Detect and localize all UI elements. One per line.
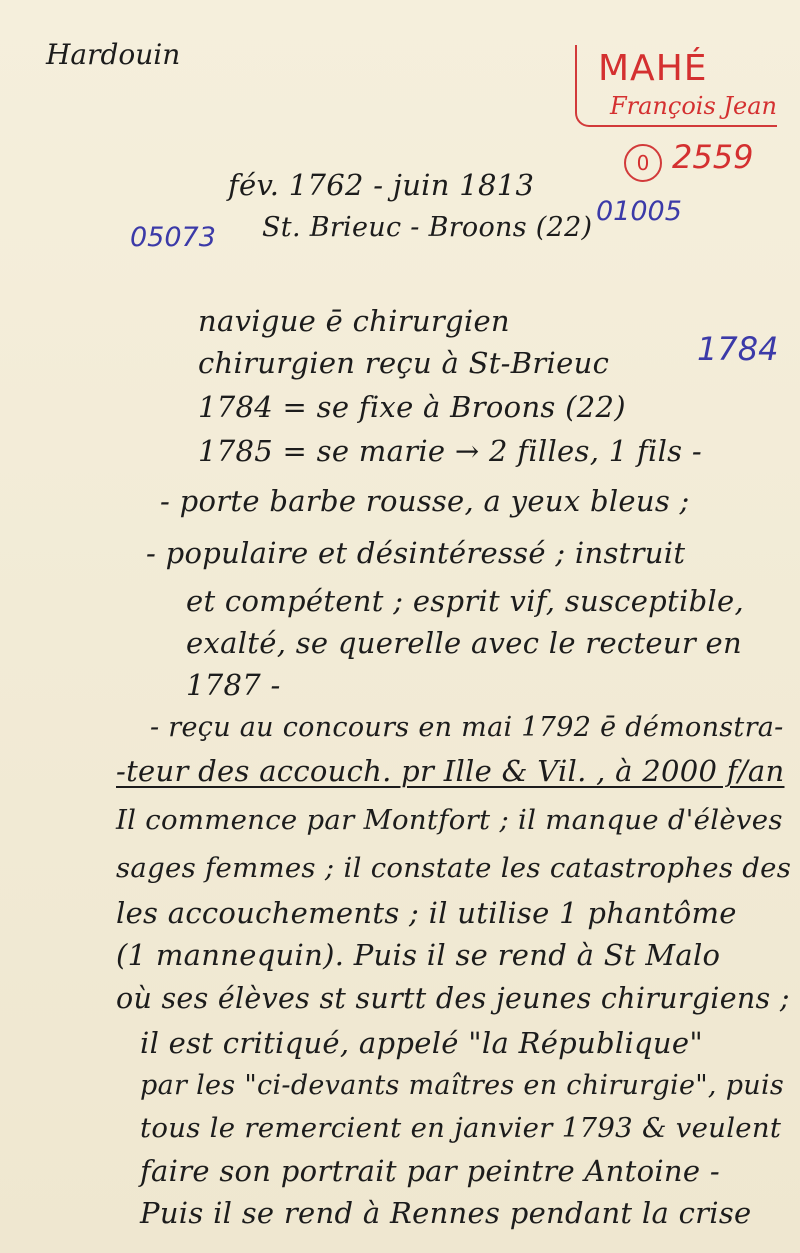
text-line: il est critiqué, appelé "la République" <box>140 1026 703 1060</box>
code-left: 05073 <box>130 222 216 253</box>
text-line: -teur des accouch. pr Ille & Vil. , à 2000 f/an <box>116 754 785 788</box>
text-line: sages femmes ; il constate les catastrophes des <box>116 852 792 884</box>
header-dates: fév. 1762 - juin 1813 <box>228 168 535 202</box>
text-line: 1785 = se marie → 2 filles, 1 fils - <box>198 434 702 468</box>
text-line: par les "ci-devants maîtres en chirurgie", puis <box>140 1070 785 1101</box>
text-line: 1787 - <box>186 668 281 702</box>
text-line: faire son portrait par peintre Antoine - <box>140 1154 720 1188</box>
author-name: Hardouin <box>46 38 181 71</box>
year-annotation: 1784 <box>697 330 779 368</box>
text-line: navigue ē chirurgien <box>198 304 510 338</box>
text-line: - reçu au concours en mai 1792 ē démonstra- <box>150 712 784 743</box>
text-line: (1 mannequin). Puis il se rend à St Malo <box>116 938 721 972</box>
header-places: St. Brieuc - Broons (22) <box>262 212 593 243</box>
text-line: où ses élèves st surtt des jeunes chirurgiens ; <box>116 982 790 1015</box>
stamp-given-names: François Jean <box>610 92 777 120</box>
text-line: - porte barbe rousse, a yeux bleus ; <box>160 484 690 518</box>
record-number: 2559 <box>672 138 754 176</box>
text-line: les accouchements ; il utilise 1 phantôme <box>116 896 737 930</box>
text-line: chirurgien reçu à St-Brieuc <box>198 346 610 380</box>
stamp-surname: MAHÉ <box>598 48 708 89</box>
text-line: exalté, se querelle avec le recteur en <box>186 626 742 660</box>
text-line: et compétent ; esprit vif, susceptible, <box>186 584 744 618</box>
text-line: - populaire et désintéressé ; instruit <box>146 536 686 570</box>
text-line: Il commence par Montfort ; il manque d'élèves <box>116 804 783 836</box>
text-line: Puis il se rend à Rennes pendant la crise <box>140 1196 752 1230</box>
text-line: 1784 = se fixe à Broons (22) <box>198 390 626 424</box>
text-line: tous le remercient en janvier 1793 & veulent <box>140 1112 782 1144</box>
circled-number: 0 <box>624 144 662 182</box>
code-right: 01005 <box>596 196 682 227</box>
